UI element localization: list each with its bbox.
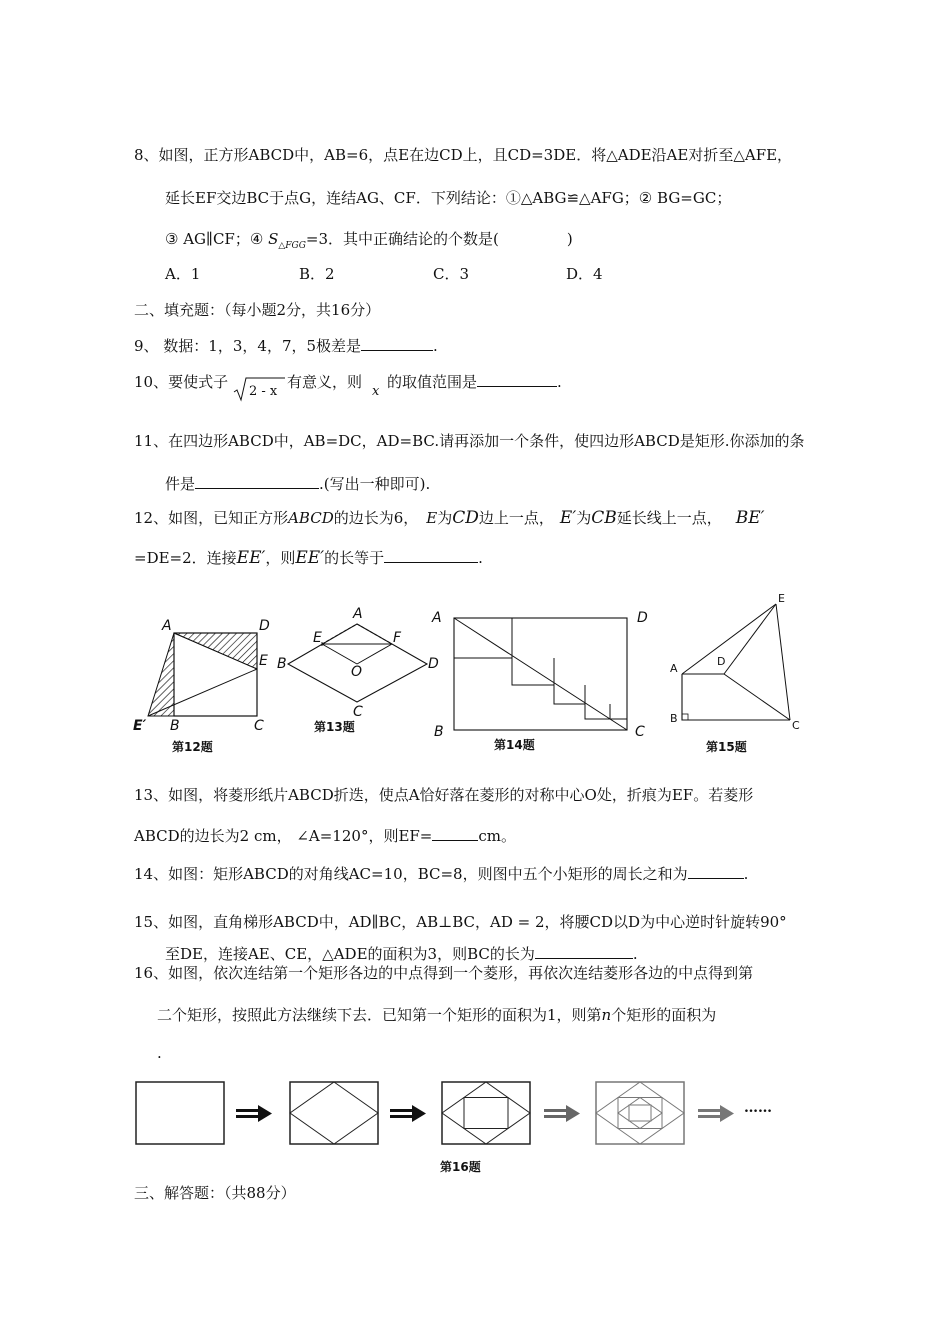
fig13-label-c: C [353, 704, 363, 720]
q9-text: 9、 数据：1，3，4，7，5极差是 [134, 337, 362, 355]
q8-line2: 延长EF交边BC于点G，连结AG、CF．下列结论：①△ABG≌△AFG；② BG=GC； [165, 189, 732, 207]
q14 [134, 864, 748, 884]
q15-line2 [165, 944, 638, 964]
q13-answer-blank[interactable] [432, 826, 478, 841]
q11-line1: 11、在四边形ABCD中，AB=DC，AD=BC.请再添加一个条件，使四边形ABCD是矩形.你添加的条 [134, 432, 805, 450]
fig13-label-f: F [393, 630, 402, 646]
figure-16 [132, 1078, 812, 1178]
fig13-label-o: O [351, 664, 363, 680]
fig14-label-b: B [434, 724, 444, 740]
q12-line2 [134, 548, 483, 568]
q15-line1: 15、如图，直角梯形ABCD中，AD∥BC，AB⊥BC，AD = 2，将腰CD以D为中心逆时针旋转90° [134, 913, 787, 931]
fig15-label-e: E [778, 592, 785, 605]
q8-area-symbol: S [268, 230, 279, 248]
q10-post-text: 的取值范围是 [387, 373, 478, 391]
q11-line2-a: 件是 [165, 475, 196, 493]
fig14-label-a: A [432, 610, 442, 626]
q16-line2 [157, 1005, 716, 1025]
q8-line1: 8、如图，正方形ABCD中，AB=6，点E在边CD上，且CD=3DE．将△ADE沿AE对折至△AFE， [134, 146, 793, 164]
q12-eprime: E′ [559, 508, 577, 528]
fig13-caption: 第13题 [314, 720, 355, 734]
fig16-ellipsis: …… [744, 1100, 772, 1116]
q11-line2 [165, 474, 430, 494]
q8-line3-part-a: ③ AG∥CF；④ [165, 230, 269, 248]
q12-cb: CB [591, 508, 617, 528]
q8-line3-close: ) [566, 230, 573, 248]
q10-radicand: 2 - x [249, 384, 278, 399]
figure-14 [430, 606, 655, 752]
q8-option-c: C．3 [433, 265, 470, 283]
q15-end: . [632, 945, 638, 963]
fig13-label-b: B [277, 656, 287, 672]
figure-12 [130, 612, 290, 758]
q12-text-1f: 延长线上一点， [616, 509, 722, 527]
fig15-caption: 第15题 [706, 740, 747, 754]
q14-text: 14、如图：矩形ABCD的对角线AC=10，BC=8，则图中五个小矩形的周长之和为 [134, 865, 688, 883]
q10-var: x [372, 384, 380, 399]
q12-cd: CD [452, 508, 479, 528]
figure-13 [277, 606, 440, 738]
q13-line2-a: ABCD的边长为2 cm， ∠A=120°，则EF= [134, 827, 433, 845]
fig12-caption: 第12题 [172, 740, 213, 754]
fig15-label-c: C [792, 719, 800, 732]
q16-line2-b: 个矩形的面积为 [611, 1006, 717, 1024]
q10-end: . [557, 373, 562, 391]
q12-text-2c: 的长等于 [324, 549, 385, 567]
q8-area-subscript: △FGG [278, 241, 306, 251]
q14-answer-blank[interactable] [688, 864, 744, 879]
q10-answer-blank[interactable] [477, 372, 557, 387]
q12-be: BE′ [735, 508, 765, 528]
fig12-label-b: B [170, 718, 180, 734]
q10-mid: 有意义，则 [287, 373, 363, 391]
q16-line2-a: 二个矩形，按照此方法继续下去．已知第一个矩形的面积为1，则第 [157, 1006, 602, 1024]
q12-ee-1: EE′ [236, 548, 266, 568]
q8-line3 [165, 229, 573, 256]
fig13-label-e: E [313, 630, 322, 646]
fig12-label-e: E [259, 653, 268, 669]
q12-text-1d: 边上一点， [478, 509, 554, 527]
q9-answer-blank[interactable] [361, 336, 433, 351]
q12-text-1a: 12、如图，已知正方形 [134, 509, 289, 527]
q11-answer-blank[interactable] [195, 474, 319, 489]
fig12-label-a: A [162, 618, 172, 634]
q12-line1 [134, 508, 764, 528]
q12-text-1c: 为 [437, 509, 453, 527]
fig13-label-d: D [428, 656, 439, 672]
q15-answer-blank[interactable] [535, 944, 633, 959]
fig14-caption: 第14题 [494, 738, 535, 752]
q11-line2-b: .(写出一种即可). [319, 475, 431, 493]
q9 [134, 336, 438, 356]
q12-ee-2: EE′ [295, 548, 325, 568]
fig14-label-c: C [635, 724, 645, 740]
q13-line2 [134, 826, 516, 846]
fig12-label-d: D [259, 618, 270, 634]
q16-n: n [601, 1006, 612, 1024]
section-2-heading: 二、填充题：（每小题2分，共16分） [134, 301, 381, 319]
q16-line3: . [157, 1044, 162, 1062]
q12-text-2a: =DE=2．连接 [134, 549, 237, 567]
section-3-heading: 三、解答题：（共88分） [134, 1184, 296, 1202]
q13-line2-b: cm。 [478, 827, 516, 845]
q10-pre: 10、要使式子 [134, 373, 229, 391]
fig16-caption: 第16题 [440, 1160, 481, 1174]
fig13-label-a: A [353, 606, 363, 622]
q12-answer-blank[interactable] [384, 548, 478, 563]
q8-option-b: B．2 [299, 265, 335, 283]
q8-option-a: A．1 [165, 265, 201, 283]
q12-text-2b: ，则 [265, 549, 296, 567]
q12-text-1b: 的边长为6， [333, 509, 419, 527]
fig15-label-d: D [717, 655, 726, 668]
q9-end: . [433, 337, 438, 355]
fig15-label-a: A [670, 662, 678, 675]
fig12-label-eprime: E′ [133, 718, 147, 734]
q12-text-1e: 为 [576, 509, 592, 527]
q8-line3-part-b: =3．其中正确结论的个数是( [305, 230, 499, 248]
fig14-label-d: D [637, 610, 648, 626]
q10-post [387, 372, 562, 392]
q15-line2-text: 至DE，连接AE、CE，△ADE的面积为3，则BC的长为 [165, 945, 535, 963]
q13-line1: 13、如图，将菱形纸片ABCD折迭，使点A恰好落在菱形的对称中心O处，折痕为EF。若菱形 [134, 786, 754, 804]
q12-e: E [426, 509, 438, 527]
figure-15 [662, 592, 812, 758]
q12-abcd: ABCD [288, 509, 334, 527]
fig12-label-c: C [254, 718, 264, 734]
fig15-label-b: B [670, 712, 678, 725]
q16-line1: 16、如图，依次连结第一个矩形各边的中点得到一个菱形，再依次连结菱形各边的中点得到第 [134, 964, 754, 982]
q14-end: . [743, 865, 749, 883]
q12-end: . [478, 549, 483, 567]
q10-sqrt-expression [233, 376, 285, 402]
q8-option-d: D．4 [566, 265, 603, 283]
